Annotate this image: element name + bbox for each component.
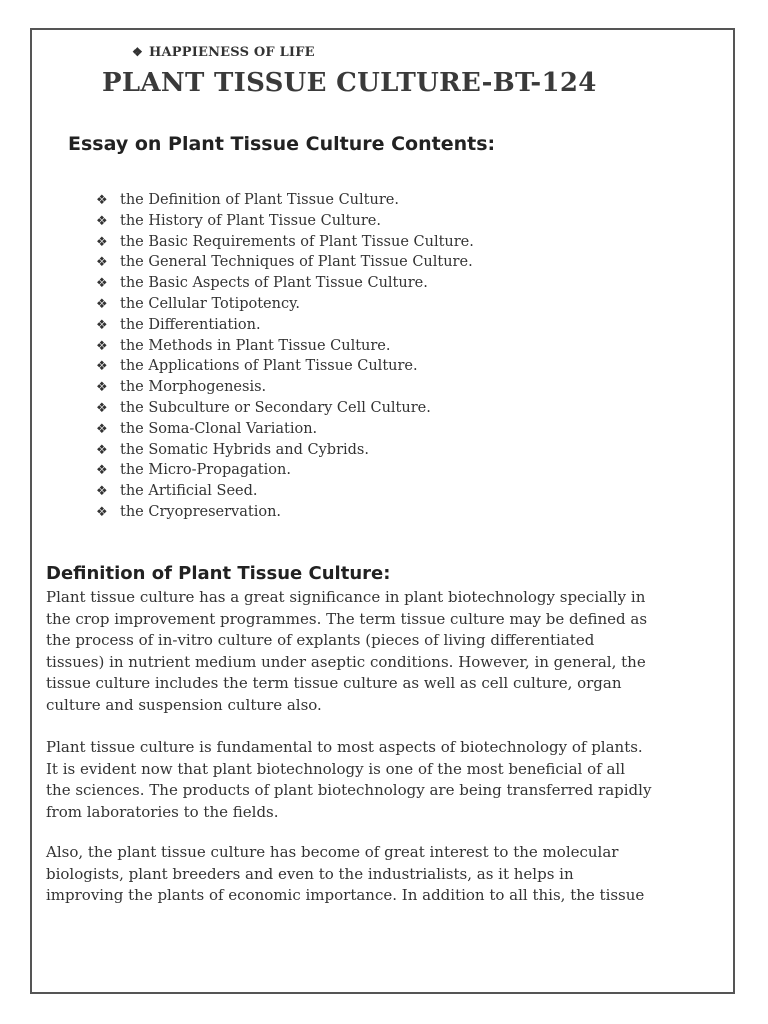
contents-list xyxy=(96,190,474,523)
list-item-text: the Somatic Hybrids and Cybrids. xyxy=(120,441,369,458)
paragraph-line: the sciences. The products of plant biotechnology are being transferred rapidly xyxy=(46,781,652,800)
paragraph xyxy=(46,587,726,717)
paragraph-line: the process of in-vitro culture of explants (pieces of living differentiated xyxy=(46,631,595,650)
list-item-text: the Differentiation. xyxy=(120,316,261,333)
list-item xyxy=(96,315,474,336)
paragraph-line: the crop improvement programmes. The term tissue culture may be defined as xyxy=(46,609,648,628)
diamond-bullet-icon: ❖ xyxy=(96,421,108,437)
paragraph-line: culture and suspension culture also. xyxy=(46,695,322,714)
paragraph-line: It is evident now that plant biotechnology is one of the most beneficial of all xyxy=(46,759,626,778)
diamond-bullet-icon: ❖ xyxy=(96,400,108,416)
paragraph-line: Also, the plant tissue culture has become of great interest to the molecular xyxy=(46,843,619,861)
header-tag xyxy=(132,45,315,60)
list-item xyxy=(96,356,474,377)
page-title: PLANT TISSUE CULTURE-BT-124 xyxy=(102,68,597,98)
diamond-bullet-icon: ❖ xyxy=(96,463,108,479)
diamond-bullet-icon: ❖ xyxy=(96,504,108,520)
list-item-text: the Morphogenesis. xyxy=(120,379,267,396)
list-item-text: the Micro-Propagation. xyxy=(120,462,291,479)
contents-heading: Essay on Plant Tissue Culture Contents: xyxy=(68,133,496,155)
list-item xyxy=(96,419,474,440)
diamond-bullet-icon: ❖ xyxy=(96,380,108,396)
list-item-text: the Soma-Clonal Variation. xyxy=(120,420,318,437)
list-item-text: the History of Plant Tissue Culture. xyxy=(120,212,381,229)
list-item xyxy=(96,377,474,398)
paragraph-line: biologists, plant breeders and even to the industrialists, as it helps in xyxy=(46,864,574,883)
list-item xyxy=(96,232,474,253)
paragraph-line: Plant tissue culture is fundamental to most aspects of biotechnology of plants. xyxy=(46,738,643,756)
list-item-text: the Subculture or Secondary Cell Culture. xyxy=(120,399,431,416)
diamond-bullet-icon: ❖ xyxy=(96,442,108,458)
list-item-text: the Basic Requirements of Plant Tissue Culture. xyxy=(120,233,474,250)
list-item-text: the Cellular Totipotency. xyxy=(120,295,300,312)
diamond-bullet-icon: ❖ xyxy=(96,234,108,250)
paragraph-line: improving the plants of economic importance. In addition to all this, the tissue xyxy=(46,886,645,905)
list-item xyxy=(96,336,474,357)
diamond-bullet-icon: ❖ xyxy=(96,484,108,500)
list-item-text: the Definition of Plant Tissue Culture. xyxy=(120,192,399,208)
list-item xyxy=(96,481,474,502)
diamond-bullet-icon: ❖ xyxy=(96,359,108,375)
paragraph-line: from laboratories to the fields. xyxy=(46,802,279,821)
list-item-text: the Cryopreservation. xyxy=(120,503,282,520)
list-item-text: the Basic Aspects of Plant Tissue Culture. xyxy=(120,275,428,292)
list-item xyxy=(96,294,474,315)
diamond-bullet-icon: ❖ xyxy=(96,213,108,229)
paragraph xyxy=(46,842,726,907)
diamond-bullet-icon: ❖ xyxy=(96,276,108,292)
paragraph-line: tissues) in nutrient medium under aseptic conditions. However, in general, the xyxy=(46,652,646,671)
diamond-bullet-icon: ❖ xyxy=(96,296,108,312)
list-item-text: the Applications of Plant Tissue Culture. xyxy=(120,358,418,375)
list-item-text: the General Techniques of Plant Tissue Culture. xyxy=(120,254,473,271)
list-item xyxy=(96,190,474,211)
diamond-bullet-icon: ❖ xyxy=(96,317,108,333)
list-item-text: the Methods in Plant Tissue Culture. xyxy=(120,337,391,354)
header-tag-text: HAPPIENESS OF LIFE xyxy=(148,45,315,60)
list-item xyxy=(96,460,474,481)
paragraph-line: Plant tissue culture has a great significance in plant biotechnology specially in xyxy=(46,588,646,606)
paragraph xyxy=(46,737,726,823)
list-item xyxy=(96,211,474,232)
list-item-text: the Artificial Seed. xyxy=(120,483,258,500)
list-item xyxy=(96,440,474,461)
diamond-bullet-icon: ❖ xyxy=(96,193,108,208)
list-item xyxy=(96,252,474,273)
diamond-bullet-icon: ❖ xyxy=(132,45,143,59)
diamond-bullet-icon: ❖ xyxy=(96,338,108,354)
list-item xyxy=(96,398,474,419)
list-item xyxy=(96,502,474,523)
list-item xyxy=(96,273,474,294)
paragraph-line: tissue culture includes the term tissue culture as well as cell culture, organ xyxy=(46,674,622,693)
diamond-bullet-icon: ❖ xyxy=(96,255,108,271)
section-heading-definition: Definition of Plant Tissue Culture: xyxy=(46,563,391,584)
